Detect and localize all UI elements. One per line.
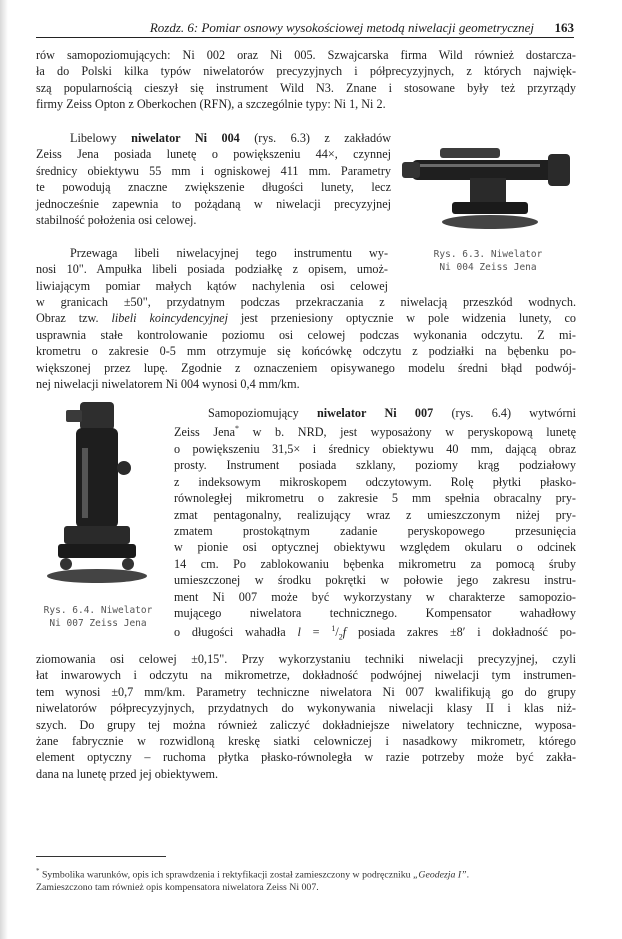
text-line: większonej przez lupę. Zgodnie z oznaczeniem opisywanego modelu średni błąd podwój-	[36, 360, 576, 375]
text-line: z indeksowym mikroskopem odczytowym. Rolę płytki płasko-	[174, 474, 576, 489]
text-line: element optyczny – ruchoma płytka płasko-równoległa w razie potrzeby może być zakła-	[36, 750, 576, 765]
text-run: w b. NRD, jest wyposażony w peryskopową lunetę	[239, 425, 576, 440]
text-line: o powiększeniu 31,5× i średnicy obiektywu 40 mm, dającą obraz	[174, 441, 576, 456]
text-run: Zeiss Jena	[174, 425, 235, 440]
text-run: Libelowy	[70, 131, 132, 145]
text-line: ziomowania osi celowej ±0,15". Przy wykorzystaniu techniki niwelacji precyzyjnej, czyli	[36, 652, 576, 666]
instrument-upright	[470, 178, 506, 204]
paragraph-ni004	[36, 130, 391, 228]
text-line	[36, 310, 576, 326]
figure-ni004-photo	[400, 138, 576, 238]
text-line: tem wynosi ±0,7 mm/km. Parametry techniczne niwelatora Ni 007 kwalifikują go do grupy	[36, 684, 576, 699]
figure-ni004-caption	[400, 248, 576, 274]
footnote-marker: *	[235, 424, 239, 434]
text-line: te powodują znaczne zwiększenie długości lunety, lecz	[36, 180, 391, 195]
text-run: jest przeniesiony optycznie w pole widzenia lunety, co	[227, 311, 577, 326]
text-line: nej niwelacji niwelatorem Ni 004 wynosi 0,4 mm/km.	[36, 377, 300, 392]
text-line: zmatem prostokątnym zadanie peryskopowego przesunięcia	[174, 523, 576, 538]
paragraph-3-full	[36, 294, 576, 392]
footnote	[36, 865, 576, 894]
text-line: ment Ni 007 może być wykorzystany w charakterze samopozio-	[174, 589, 576, 604]
eyepiece	[66, 410, 82, 422]
footnote-line: Zamieszczono tam również opis kompensatora niwelatora Zeiss Ni 007.	[36, 882, 319, 894]
text-line: szych. Do grupy tej można również zaliczyć dokładniejsze niwelatory techniczne, wyposa-	[36, 717, 576, 732]
paragraph-ni007	[174, 405, 576, 646]
micrometer-knob	[117, 461, 131, 475]
text-line: równoległej mikrometru o zakresie 5 mm spełnia obracalny pry-	[174, 491, 576, 506]
running-title: Rozdz. 6: Pomiar osnowy wysokościowej metodą niwelacji geometrycznej	[149, 20, 534, 35]
text-line: krometru o zakresie 0-5 mm otrzymuje się końcówkę odczytu z podziałki na bębenku po-	[36, 344, 576, 359]
caption-line: Ni 004 Zeiss Jena	[439, 262, 537, 273]
text-line: jednocześnie zapewnia to pożądaną w niwelacji precyzyjnej	[36, 196, 391, 211]
text-run: (rys. 6.3) z zakładów	[239, 131, 391, 145]
circle-housing	[64, 526, 130, 544]
text-line: zmat pentagonalny, realizujący wraz z umieszczonym niżej pry-	[174, 507, 576, 522]
periscope-head	[80, 402, 114, 430]
text-line	[36, 130, 391, 146]
text-run: o długości wahadła	[174, 625, 298, 640]
text-run: Obraz tzw.	[36, 311, 112, 326]
footnote-rule	[36, 856, 166, 857]
caption-line: Ni 007 Zeiss Jena	[49, 618, 147, 629]
page-edge-shadow	[0, 0, 8, 939]
text-line: rów samopoziomujących: Ni 002 oraz Ni 005. Szwajcarska firma Wild również dostarcza-	[36, 48, 576, 62]
text-line: dana na lunetę przed jej obiektywem.	[36, 766, 219, 781]
text-line: nosi 10". Ampułka libeli posiada podziałkę z opisem, umoż-	[36, 262, 388, 277]
text-run: =	[300, 625, 332, 640]
base-plate	[442, 215, 538, 229]
text-line: stabilność położenia osi celowej.	[36, 213, 197, 228]
telescope-objective	[548, 154, 570, 186]
footnote-line	[36, 865, 576, 881]
text-run: (rys. 6.4) wytwórni	[433, 406, 576, 420]
text-run: posiada zakres ±8′ i dokładność po-	[346, 625, 576, 640]
text-line: średnicy obiektywu 55 mm i ogniskowej 411 mm. Parametry	[36, 163, 391, 178]
figure-ni007-caption	[30, 604, 166, 630]
instrument-base	[452, 202, 528, 214]
text-line: Przewaga libeli niwelacyjnej tego instrumentu wy-	[70, 246, 388, 260]
text-line: 14 cm. Po zablokowaniu bębenka mikrometru za pomocą śruby	[174, 556, 576, 571]
fraction-numerator: 1	[331, 624, 336, 634]
text-line: usprawnia stałe kontrolowanie poziomu osi celowej podczas wykonania odczytu. Z mi-	[36, 327, 576, 342]
math-symbol: f	[342, 625, 347, 640]
paragraph-1	[36, 47, 576, 113]
telescope-eyepiece	[402, 162, 420, 178]
leveling-base	[58, 544, 136, 558]
text-line: umieszczonej w środku pokrętki w połowie jego zakresu instru-	[174, 573, 576, 588]
text-run: .	[466, 869, 470, 881]
text-line	[174, 421, 576, 440]
text-line: liwiającym pomiar małych kątów nachylenia osi celowej	[36, 278, 388, 293]
text-line: mującego niwelatora technicznego. Kompensator wahadłowy	[174, 605, 576, 620]
text-line: żane fabrycznie w rozwidloną kreskę siatki celowniczej i nasadkowy mikrometr, którego	[36, 734, 576, 749]
page-number: 163	[554, 20, 574, 35]
level-vial	[440, 148, 500, 158]
text-line: ła do Polski kilka typów niwelatorów precyzyjnych i półprecyzyjnych, z których najwięk-	[36, 64, 576, 79]
caption-line: Rys. 6.4. Niwelator	[43, 605, 153, 616]
emphasis-term: libeli koincydencyjnej	[111, 311, 228, 326]
text-line: firmy Zeiss Opton z Oberkochen (RFN), a szczególnie typy: Ni 1, Ni 2.	[36, 97, 386, 112]
model-name-ni007: niwelator Ni 007	[316, 406, 434, 420]
text-line: w granicach ±50", przydatnym podczas przekraczania z niwelacją przeszkód wodnych.	[36, 295, 576, 309]
text-run: Samopoziomujący	[208, 406, 317, 420]
text-line: szą popularnością cieszył się instrument Wild N3. Znane i stosowane były też przyrządy	[36, 80, 576, 95]
text-line: Zeiss Jena posiada lunetę o powiększeniu 44×, czynnej	[36, 147, 391, 162]
paragraph-ni007-full	[36, 651, 576, 782]
fraction-denominator: 2	[338, 632, 343, 642]
text-run: Symbolika warunków, opis ich sprawdzenia i rektyfikacji został zamieszczony w podręczniku	[41, 869, 413, 881]
tripod-plate	[47, 569, 147, 583]
model-name-ni004: niwelator Ni 004	[131, 131, 240, 145]
text-line: łat inwarowych i odczytu na mikrometrze, dokładność podwójnej niwelacji tym instrumen-	[36, 668, 576, 683]
text-line	[174, 405, 576, 421]
book-title: „Geodezja I”	[412, 869, 467, 881]
math-symbol: l	[297, 625, 301, 640]
figure-ni007-photo	[36, 398, 160, 598]
footnote-marker: *	[36, 867, 40, 875]
text-line: w pionie osi optycznej obiektywu względem okularu o odcinek	[174, 540, 576, 555]
text-line: niwelatorów półprecyzyjnych, przydatnych do wykonywania niwelacji klasy II i klas niż-	[36, 701, 576, 716]
text-line: prosty. Instrument posiada szklany, poziomy krąg podziałowy	[174, 458, 576, 473]
telescope-body	[412, 160, 562, 180]
caption-line: Rys. 6.3. Niwelator	[433, 249, 543, 260]
paragraph-3	[36, 245, 388, 294]
text-line: o długości wahadła $l = ^1/_2f$ posiada zakres ±8′ i dokładność po-	[174, 624, 576, 642]
running-header	[36, 20, 574, 38]
